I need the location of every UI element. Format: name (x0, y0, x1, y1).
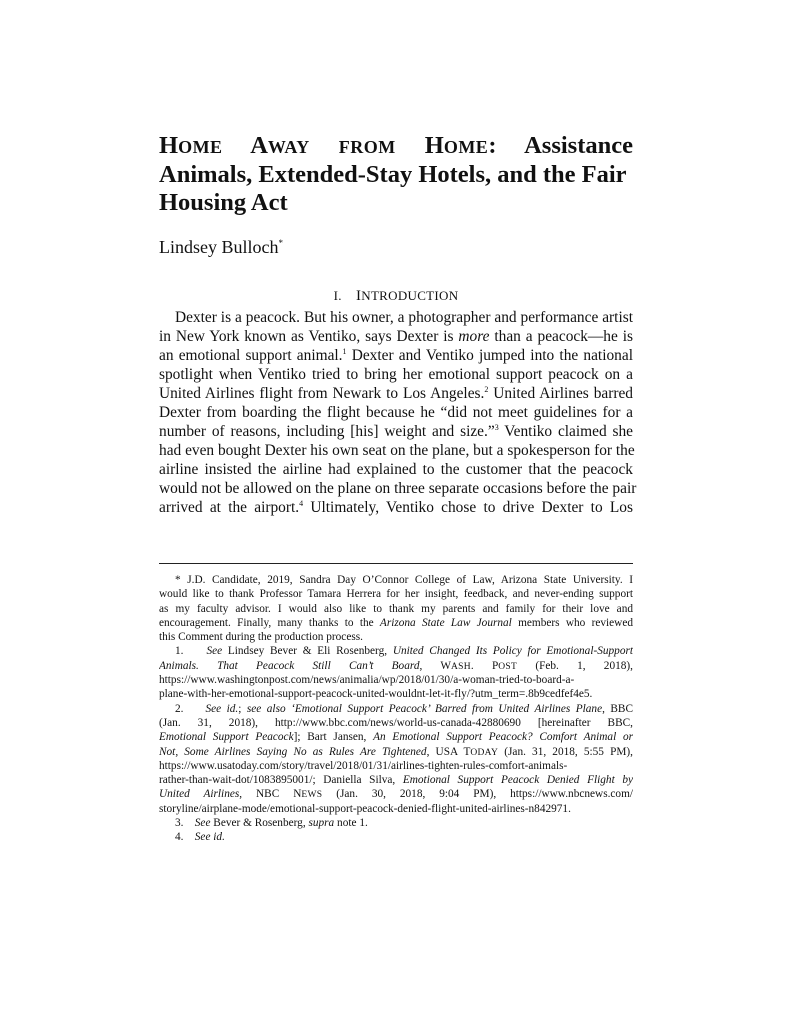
footnote-link[interactable]: https://www.washingtonpost.com/news/animalia/wp/2018/01/30/a-woman-tried-to-board-a- (159, 674, 575, 687)
footnote-3: 3. See Bever & Rosenberg, supra note 1. (175, 817, 368, 830)
body-line: an emotional support animal.$^1$ Dexter and Ventiko jumped into the national (159, 347, 633, 365)
footnotes (159, 573, 633, 845)
body-line: Dexter from boarding the flight because he “did not meet guidelines for a (159, 404, 633, 422)
body-line: United Airlines flight from Newark to Los Angeles.$^2$ United Airlines barred (159, 385, 633, 403)
body-line: arrived at the airport.$^4$ Ultimately, Ventiko chose to drive Dexter to Los (159, 499, 633, 517)
footnote-divider (159, 563, 633, 564)
body-line: airline insisted the airline had explained to the customer that the peacock (159, 461, 633, 479)
body-line: spotlight when Ventiko tried to bring her emotional support peacock on a (159, 366, 633, 384)
footnote-link[interactable]: https://www.usatoday.com/story/travel/2018/01/31/airlines-tighten-rules-comfort-animals- (159, 759, 568, 772)
section-heading: I. INTRODUCTION (333, 288, 459, 304)
footnote-4: 4. See id. (175, 831, 225, 844)
author-byline: Lindsey Bulloch* (159, 237, 283, 257)
footnote-ref-2[interactable]: 2 (484, 385, 489, 395)
body-line: would not be allowed on the plane on three separate occasions before the pair (159, 480, 637, 498)
author-footnote-marker[interactable]: * (278, 238, 283, 248)
body-line: Dexter is a peacock. But his owner, a photographer and performance artist (175, 309, 633, 326)
body-paragraph (159, 308, 637, 518)
footnote-star: * J.D. Candidate, 2019, Sandra Day O’Connor College of Law, Arizona State University. I would like to thank Professor Tamara Herrera for her insight, feedback, and never-ending support as my faculty advisor. I would also like to thank my parents and family for their love and encouragement. Finally, many thanks to the Arizona State Law Journal members who reviewed this Comment during the production process. (159, 574, 633, 644)
title-line-3: Housing Act (159, 189, 288, 216)
footnote-ref-3[interactable]: 3 (494, 423, 499, 433)
title-line-1: HOME AWAY FROM HOME: Assistance (159, 132, 633, 159)
body-line: number of reasons, including [his] weight and size.”$^3$ Ventiko claimed she (159, 423, 633, 441)
footnote-2: 2. See id.; see also ‘Emotional Support Peacock’ Barred from United Airlines Plane, BBC (Jan. 31, 2018), http://www.bbc.com/news/world-us-canada-42880690 [hereinafter BBC, Emotional Support Peacock]; Bart Jansen, An Emotional Support Peacock? Comfort Animal or Not, Some Airlines Saying No as Rules Are Tightened, USA TODAY (Jan. 31, 2018, 5:55 PM), https://www.usatoday.com/story/travel/2018/01/31/airlines-tighten-rules-comfort-animals- rather-than-wait-dot/1083895001/; Daniella Silva, Emotional Support Peacock Denied Flight by United Airlines, NBC NEWS (Jan. 30, 2018, 9:04 PM), https://www.nbcnews.com/ storyline/airplane-mode/emotional-support-peacock-denied-flight-united-airlines-n842971. (159, 702, 633, 815)
footnote-link[interactable]: storyline/airplane-mode/emotional-support-peacock-denied-flight-united-airlines-n842971. (159, 802, 571, 815)
article-title (159, 132, 633, 217)
body-line: had even bought Dexter his own seat on the plane, but a spokesperson for the (159, 442, 635, 460)
footnote-ref-4[interactable]: 4 (299, 499, 304, 509)
footnote-link[interactable]: plane-with-her-emotional-support-peacock-united-wouldnt-let-it-fly/?utm_term=.8b9cedfef4e5. (159, 688, 593, 701)
title-line-2: Animals, Extended-Stay Hotels, and the Fair (159, 161, 627, 188)
body-line: in New York known as Ventiko, says Dexter is more than a peacock—he is (159, 328, 633, 346)
footnote-1: 1. See Lindsey Bever & Eli Rosenberg, United Changed Its Policy for Emotional-Support Animals. That Peacock Still Can’t Board, WASH. POST (Feb. 1, 2018), https://www.washingtonpost.com/news/animalia/wp/2018/01/30/a-woman-tried-to-board-a- plane-with-her-emotional-support-peacock-united-wouldnt-let-it-fly/?utm_term=.8b9cedfef4e5. (159, 645, 633, 701)
footnote-ref-1[interactable]: 1 (342, 347, 347, 357)
